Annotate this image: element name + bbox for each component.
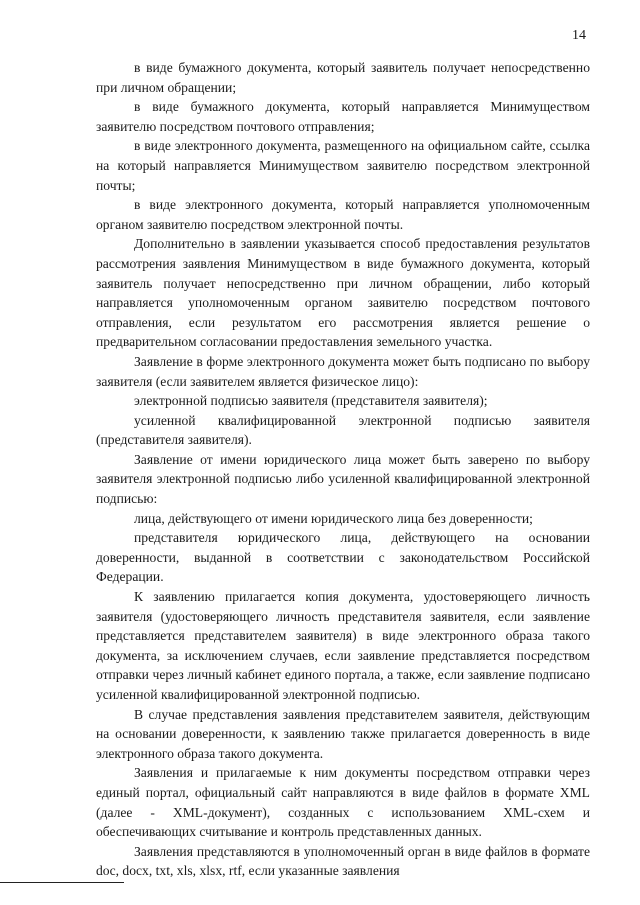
footer-rule (0, 882, 124, 883)
paragraph: Заявления представляются в уполномоченный орган в виде файлов в формате doc, docx, txt, xls, xlsx, rtf, если указанные заявления (96, 843, 590, 879)
paragraph: усиленной квалифицированной электронной подписью заявителя (представителя заявителя). (96, 412, 590, 448)
paragraph: Дополнительно в заявлении указывается способ предоставления результатов рассмотрения заявления Минимуществом в виде бумажного документа, который заявитель получает непосредственно при личном обращении, либо который направляется уполномоченным органом заявителю посредством почтового отправления, если результатом его рассмотрения является решение о предварительном согласовании предоставления земельного участка. (96, 236, 590, 350)
document-body (96, 58, 590, 881)
paragraph: Заявление от имени юридического лица может быть заверено по выбору заявителя электронной подписью либо усиленной квалифицированной электронной подписью: (96, 451, 590, 507)
paragraph: Заявления и прилагаемые к ним документы посредством отправки через единый портал, официальный сайт направляются в виде файлов в формате XML (далее - XML-документ), созданных с использованием XML-схем и обеспечивающих считывание и контроль представленных данных. (96, 765, 590, 840)
paragraph: Заявление в форме электронного документа может быть подписано по выбору заявителя (если заявителем является физическое лицо): (96, 353, 590, 389)
paragraph: лица, действующего от имени юридического лица без доверенности; (134, 510, 533, 526)
paragraph: электронной подписью заявителя (представителя заявителя); (134, 393, 488, 409)
paragraph: в виде бумажного документа, который направляется Минимуществом заявителю посредством почтового отправления; (96, 99, 590, 134)
paragraph: в виде бумажного документа, который заявитель получает непосредственно при личном обращении; (96, 60, 590, 95)
paragraph: представителя юридического лица, действующего на основании доверенности, выданной в соответствии с законодательством Российской Федерации. (96, 530, 590, 585)
page-number: 14 (572, 28, 586, 43)
paragraph: в виде электронного документа, размещенного на официальном сайте, ссылка на который направляется Минимуществом заявителю посредством электронной почты; (96, 138, 590, 193)
paragraph: В случае представления заявления представителем заявителя, действующим на основании доверенности, к заявлению также прилагается доверенность в виде электронного образа такого документа. (96, 706, 590, 761)
paragraph: К заявлению прилагается копия документа, удостоверяющего личность заявителя (удостоверяющего личность представителя заявителя, если заявление представляется представителем заявителя) в виде электронного образа такого документа, за исключением случаев, если заявление представляется посредством отправки через личный кабинет единого портала, а также, если заявление подписано усиленной квалифицированной электронной подписью. (96, 589, 590, 702)
paragraph: в виде электронного документа, который направляется уполномоченным органом заявителю посредством электронной почты. (96, 197, 590, 232)
